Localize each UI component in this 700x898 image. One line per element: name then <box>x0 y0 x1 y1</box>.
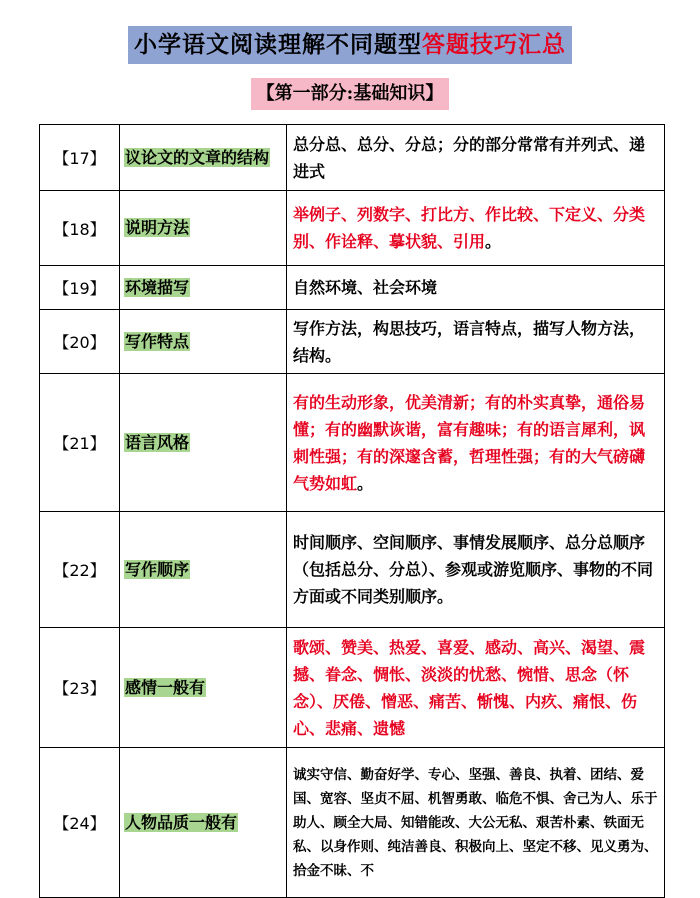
table-row <box>40 374 665 512</box>
table-row <box>40 628 665 748</box>
row-topic <box>120 191 287 266</box>
topic-label: 人物品质一般有 <box>125 812 238 832</box>
row-topic <box>120 628 287 748</box>
row-topic <box>120 512 287 628</box>
topic-label: 写作特点 <box>125 331 190 351</box>
topic-label: 语言风格 <box>125 432 190 452</box>
row-number: 【18】 <box>40 191 120 266</box>
table-row <box>40 266 665 310</box>
row-content: 时间顺序、空间顺序、事情发展顺序、总分总顺序（包括总分、分总）、参观或游览顺序、事物的不同方面或不同类别顺序。 <box>287 512 665 628</box>
row-content: 写作方法，构思技巧，语言特点，描写人物方法，结构。 <box>287 310 665 374</box>
table-row <box>40 310 665 374</box>
table-row <box>40 748 665 898</box>
row-number: 【20】 <box>40 310 120 374</box>
content-text: 有的生动形象，优美清新；有的朴实真挚，通俗易懂；有的幽默诙谐，富有趣味；有的语言犀利，讽刺性强；有的深邃含蓄，哲理性强；有的大气磅礴气势如虹 <box>293 392 646 493</box>
row-number: 【19】 <box>40 266 120 310</box>
row-topic <box>120 266 287 310</box>
row-topic <box>120 125 287 191</box>
page-title <box>128 26 572 64</box>
row-topic <box>120 748 287 898</box>
topic-label: 感情一般有 <box>125 677 206 697</box>
topic-label: 说明方法 <box>125 218 190 237</box>
row-number: 【23】 <box>40 628 120 748</box>
row-topic <box>120 310 287 374</box>
title-highlight: 答题技巧汇总 <box>422 31 566 58</box>
content-tail: 。 <box>357 473 374 493</box>
content-tail: 。 <box>485 232 502 251</box>
row-content: 自然环境、社会环境 <box>287 266 665 310</box>
table-row <box>40 125 665 191</box>
row-content: 歌颂、赞美、热爱、喜爱、感动、高兴、渴望、震撼、眷念、惆怅、淡淡的忧愁、惋惜、思念（怀念）、厌倦、憎恶、痛苦、惭愧、内疚、痛恨、伤心、悲痛、遗憾 <box>287 628 665 748</box>
section-heading: 【第一部分:基础知识】 <box>251 78 450 110</box>
row-content <box>287 374 665 512</box>
row-content: 诚实守信、勤奋好学、专心、坚强、善良、执着、团结、爱国、宽容、坚贞不屈、机智勇敢、临危不惧、舍己为人、乐于助人、顾全大局、知错能改、大公无私、艰苦朴素、铁面无私、以身作则、纯洁善良、积极向上、坚定不移、见义勇为、拾金不昧、不 <box>287 748 665 898</box>
row-number: 【22】 <box>40 512 120 628</box>
topic-label: 环境描写 <box>125 277 190 297</box>
content-text: 举例子、列数字、打比方、作比较、下定义、分类别、作诠释、摹状貌、引用 <box>293 205 646 251</box>
topic-label: 议论文的文章的结构 <box>125 147 270 167</box>
row-content: 总分总、总分、分总；分的部分常常有并列式、递进式 <box>287 125 665 191</box>
row-number: 【21】 <box>40 374 120 512</box>
table-row <box>40 512 665 628</box>
row-content <box>287 191 665 266</box>
title-main: 小学语文阅读理解不同题型 <box>134 31 422 58</box>
table-row <box>40 191 665 266</box>
knowledge-table <box>39 124 665 898</box>
topic-label: 写作顺序 <box>125 559 190 579</box>
row-number: 【17】 <box>40 125 120 191</box>
row-number: 【24】 <box>40 748 120 898</box>
row-topic <box>120 374 287 512</box>
